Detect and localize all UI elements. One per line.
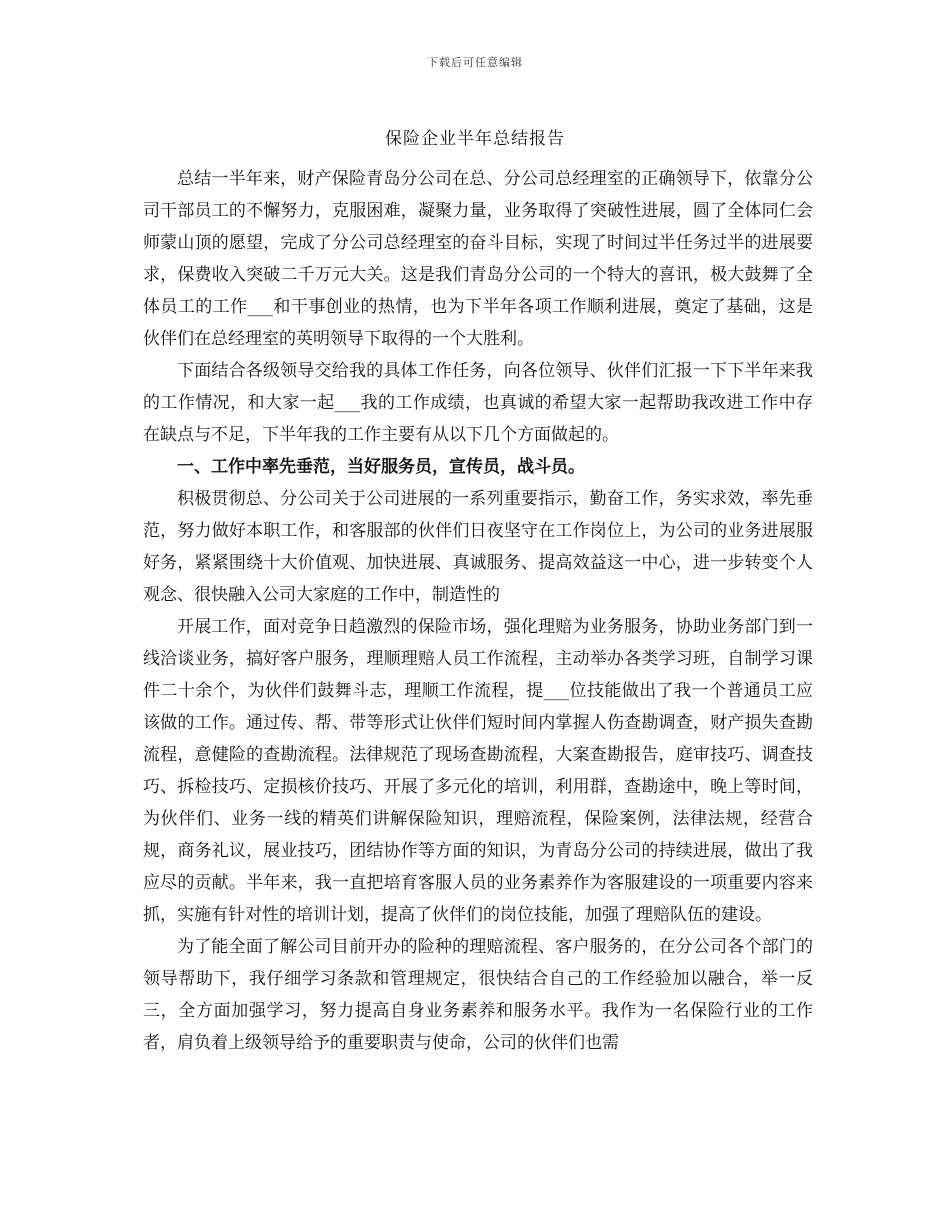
paragraph-section-1-part-2: 开展工作，面对竞争日趋激烈的保险市场，强化理赔为业务服务，协助业务部门到一线洽谈业务，搞好客户服务，理顺理赔人员工作流程，主动举办各类学习班，自制学习课件二十余个，为伙伴们鼓舞斗志，理顺工作流程，提___位技能做出了我一个普通员工应该做的工作。通过传、帮、带等形式让伙伴们短时间内掌握人伤查勘调查，财产损失查勘流程，意健险的查勘流程。法律规范了现场查勘流程，大案查勘报告，庭审技巧、调查技巧、拆检技巧、定损核价技巧、开展了多元化的培训，利用群，查勘途中，晚上等时间，为伙伴们、业务一线的精英们讲解保险知识，理赔流程，保险案例，法律法规，经营合规，商务礼议，展业技巧，团结协作等方面的知识，为青岛分公司的持续进展，做出了我应尽的贡献。半年来，我一直把培育客服人员的业务素养作为客服建设的一项重要内容来抓，实施有针对性的培训计划，提高了伙伴们的岗位技能，加强了理赔队伍的建设。 [143, 617, 813, 925]
paragraph-report-overview: 下面结合各级领导交给我的具体工作任务，向各位领导、伙伴们汇报一下下半年来我的工作情况，和大家一起___我的工作成绩，也真诚的希望大家一起帮助我改进工作中存在缺点与不足，下半年我的工作主要有从以下几个方面做起的。 [143, 361, 813, 445]
paragraph-intro: 总结一半年来，财产保险青岛分公司在总、分公司总经理室的正确领导下，依靠分公司干部员工的不懈努力，克服困难，凝聚力量，业务取得了突破性进展，圆了全体同仁会师蒙山顶的愿望，完成了分公司总经理室的奋斗目标，实现了时间过半任务过半的进展要求，保费收入突破二千万元大关。这是我们青岛分公司的一个特大的喜讯，极大鼓舞了全体员工的工作___和干事创业的热情，也为下半年各项工作顺利进展，奠定了基础，这是伙伴们在总经理室的英明领导下取得的一个大胜利。 [143, 169, 813, 349]
paragraph-section-1-part-1: 积极贯彻总、分公司关于公司进展的一系列重要指示，勤奋工作，务实求效，率先垂范，努力做好本职工作，和客服部的伙伴们日夜坚守在工作岗位上，为公司的业务进展服好务，紧紧围绕十大价值观、加快进展、真诚服务、提高效益这一中心，进一步转变个人观念、很快融入公司大家庭的工作中，制造性的 [143, 489, 813, 605]
paragraph-section-1-part-3: 为了能全面了解公司目前开办的险种的理赔流程、客户服务的，在分公司各个部门的领导帮助下，我仔细学习条款和管理规定，很快结合自己的工作经验加以融合，举一反三，全方面加强学习，努力提高自身业务素养和服务水平。我作为一名保险行业的工作者，肩负着上级领导给予的重要职责与使命，公司的伙伴们也需 [143, 937, 813, 1053]
header-note: 下载后可任意编辑 [427, 56, 523, 69]
document-title: 保险企业半年总结报告 [385, 129, 565, 149]
section-heading-1: 一、工作中率先垂范，当好服务员，宣传员，战斗员。 [177, 457, 585, 477]
document-body [143, 163, 813, 1059]
